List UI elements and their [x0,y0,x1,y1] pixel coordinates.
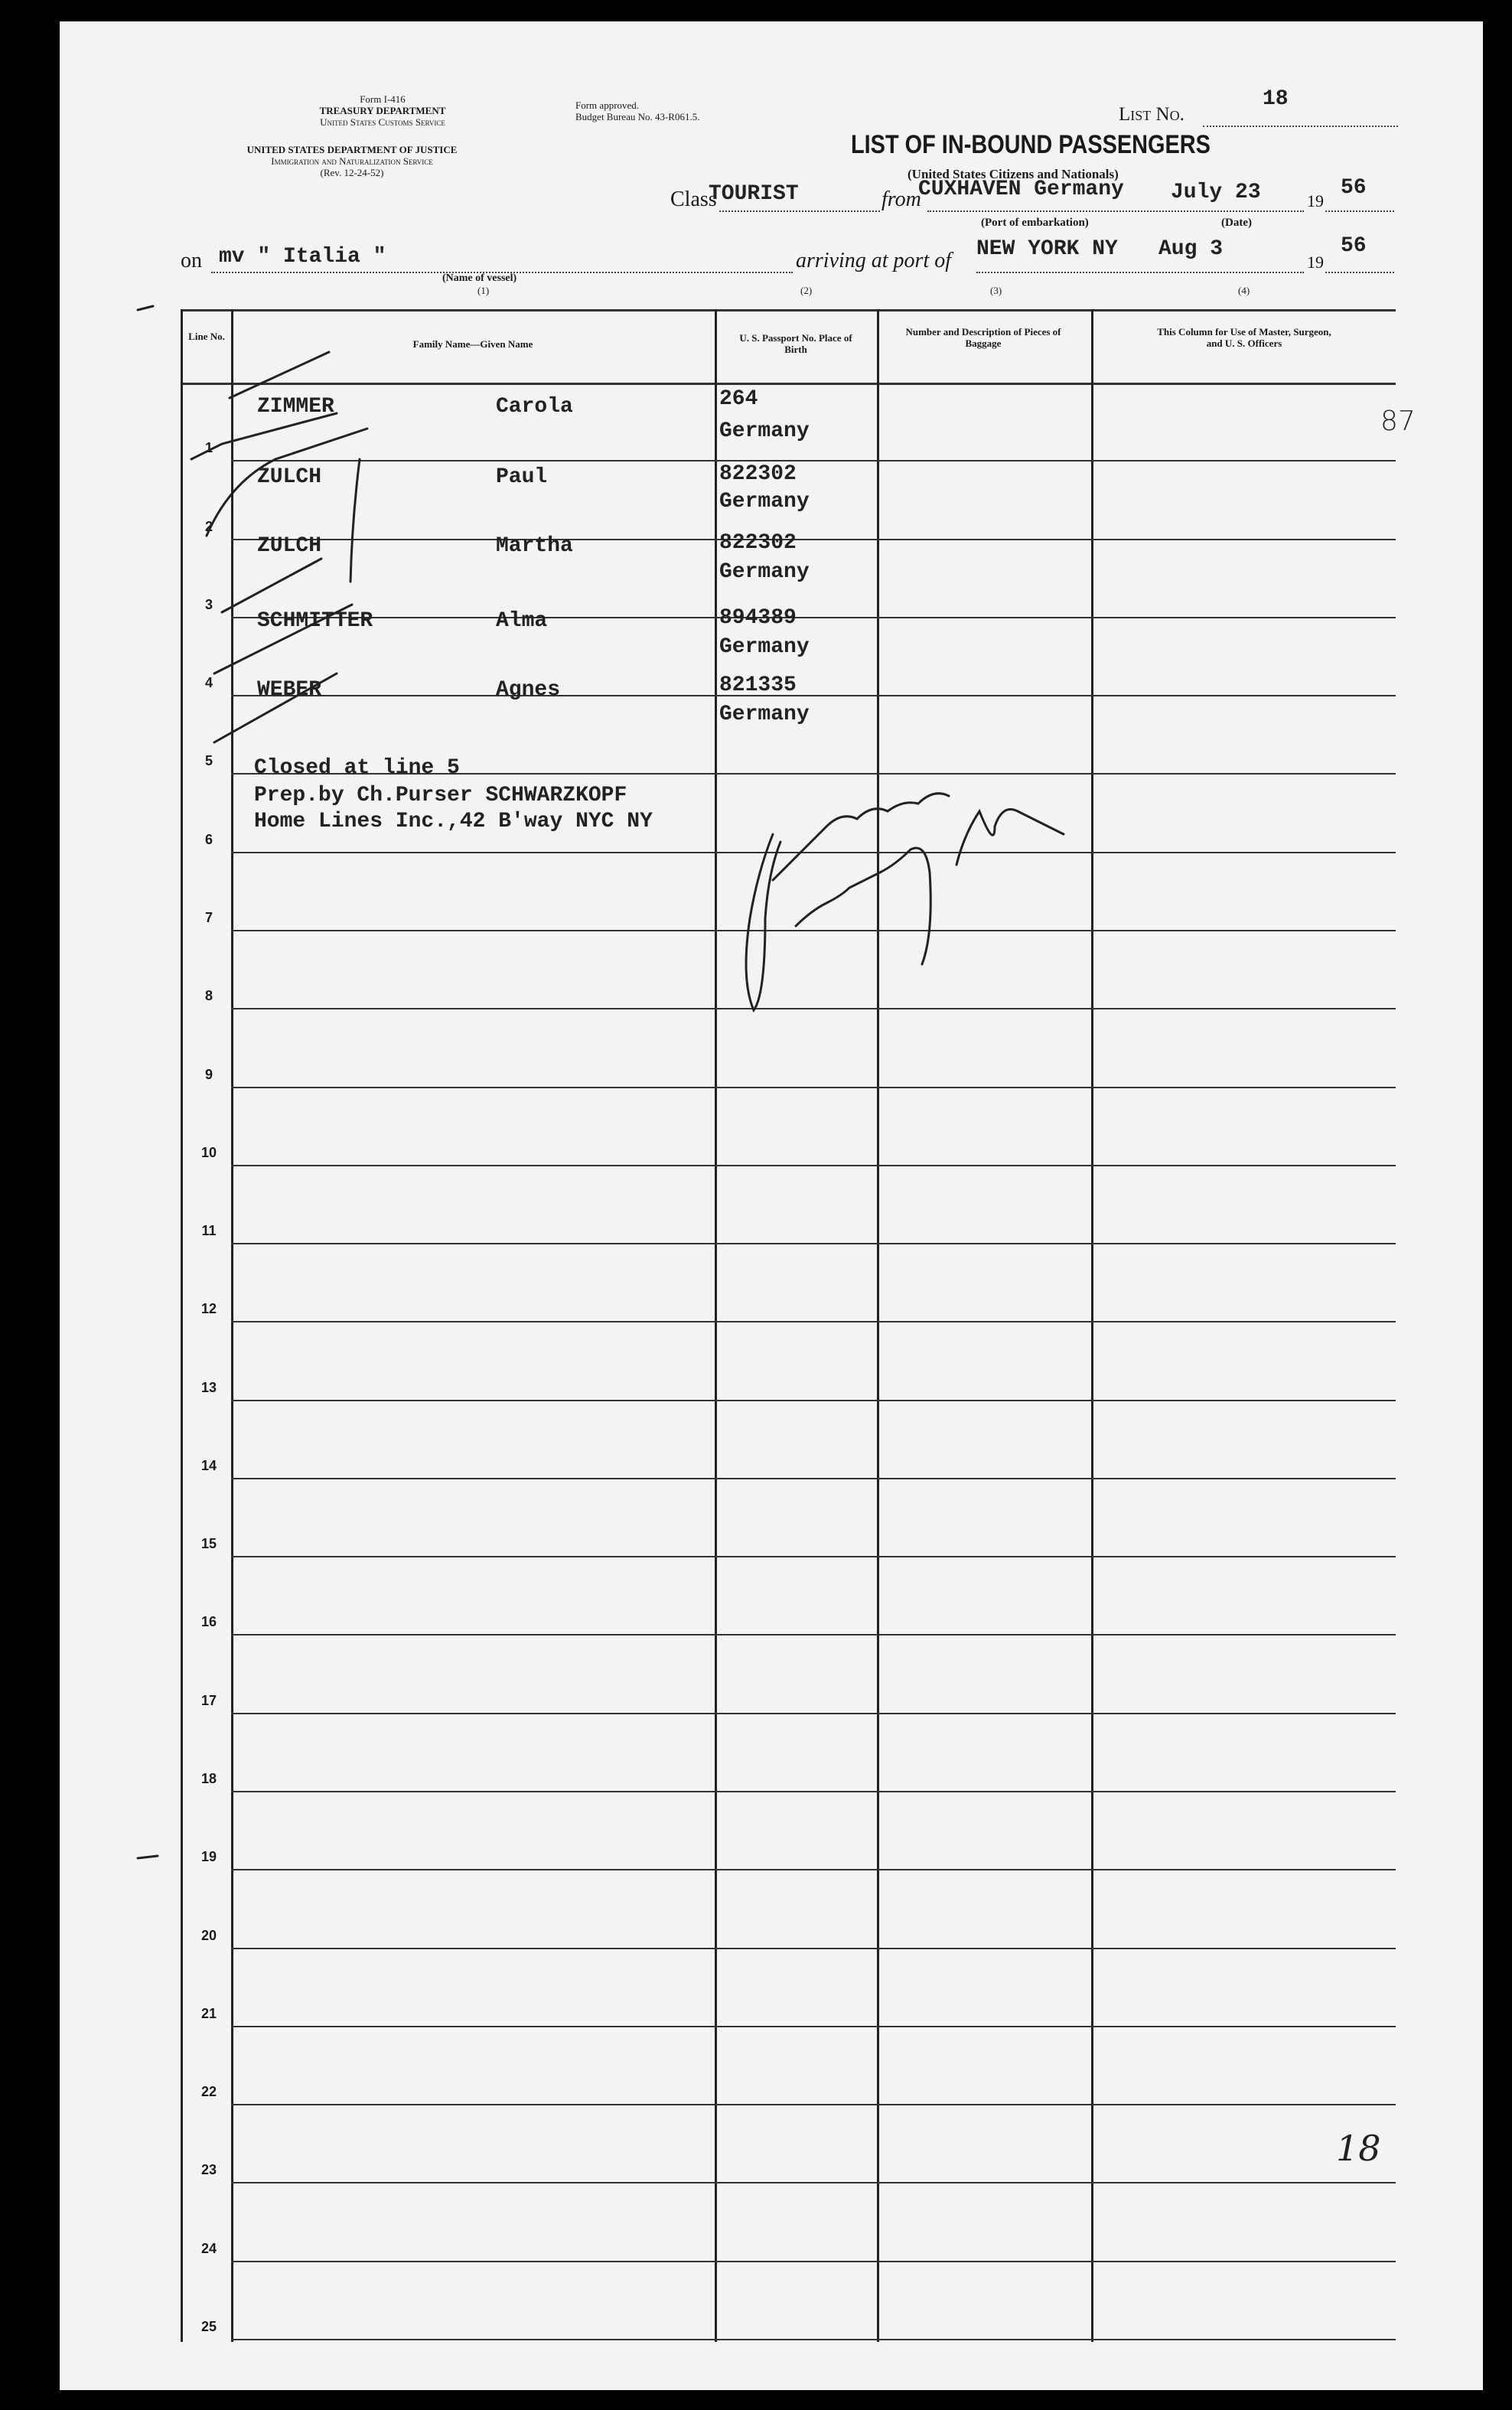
row-number: 25 [200,2319,217,2334]
row-number: 2 [204,518,213,534]
passenger-given-name: Paul [496,465,548,489]
column-header-baggage: Number and Description of Pieces of Baggage [905,326,1061,349]
vessel-name: mv " Italia " [219,245,386,269]
row-number: 9 [204,1066,213,1082]
passenger-family-name: ZIMMER [257,395,334,419]
passenger-birthplace: Germany [719,635,810,659]
row-number: 21 [200,2005,217,2021]
margin-number-bottom: 18 [1336,2128,1381,2169]
arrival-port: NEW YORK NY [976,237,1118,261]
list-no-value: 18 [1263,87,1289,111]
passenger-family-name: ZULCH [257,534,322,558]
passenger-birthplace: Germany [719,419,810,443]
class-value: TOURIST [709,182,799,206]
caption-3: (3) [990,285,1002,296]
passenger-birthplace: Germany [719,490,810,514]
list-no-label: List No. [1119,104,1185,125]
row-number: 18 [200,1771,217,1787]
class-label: Class [670,188,717,211]
budget-bureau: Budget Bureau No. 43-R061.5. [575,111,700,122]
row-number: 15 [200,1536,217,1552]
form-number: Form I-416 [360,93,406,105]
arrival-year: 56 [1341,234,1367,258]
caption-2: (2) [800,285,813,296]
passenger-given-name: Martha [496,534,573,558]
purser-note: Prep.by Ch.Purser SCHWARZKOPF [254,784,627,807]
row-number: 23 [200,2162,217,2178]
passenger-given-name: Carola [496,395,573,419]
department-of-justice: UNITED STATES DEPARTMENT OF JUSTICE [246,144,458,155]
company-note: Home Lines Inc.,42 B'way NYC NY [254,810,653,833]
port-caption: (Port of embarkation) [981,217,1089,229]
row-number: 19 [200,1849,217,1865]
margin-number-right: 87 [1380,406,1416,437]
passenger-given-name: Alma [496,609,548,633]
passenger-family-name: WEBER [257,678,322,702]
arriving-label: arriving at port of [796,249,952,272]
row-number: 3 [204,596,213,612]
closing-note: Closed at line 5 [254,756,460,780]
row-number: 13 [200,1379,217,1395]
arrival-date: Aug 3 [1158,237,1224,261]
row-number: 12 [200,1301,217,1317]
embarkation-port: CUXHAVEN Germany [918,178,1124,201]
embarkation-year: 56 [1341,176,1367,200]
passenger-passport: 822302 [719,531,797,555]
embarkation-date: July 23 [1171,181,1261,204]
treasury-department: TREASURY DEPARTMENT [319,105,446,116]
passenger-family-name: SCHMITTER [257,609,373,633]
year-prefix-1: 19 [1307,191,1324,210]
row-number: 24 [200,2240,217,2256]
year-prefix-2: 19 [1307,253,1324,272]
passenger-family-name: ZULCH [257,465,322,489]
on-label: on [181,249,202,272]
row-number: 7 [204,909,213,925]
row-number: 10 [200,1144,217,1160]
column-header-name: Family Name—Given Name [412,338,533,350]
passenger-birthplace: Germany [719,703,810,726]
row-number: 4 [204,675,213,691]
column-header-line-no: Line No. [188,331,225,342]
column-header-passport: U. S. Passport No. Place of Birth [739,332,852,355]
row-number: 5 [204,753,213,769]
revision-label: (Rev. 12-24-52) [320,167,384,178]
column-header-officers: This Column for Use of Master, Surgeon, and U. S. Officers [1157,326,1331,349]
row-number: 16 [200,1614,217,1630]
form-approved: Form approved. [575,99,640,111]
row-number: 6 [204,831,213,847]
customs-service: United States Customs Service [320,116,445,128]
row-number: 20 [200,1927,217,1943]
passenger-given-name: Agnes [496,678,561,702]
passenger-passport: 821335 [719,673,797,697]
passenger-birthplace: Germany [719,560,810,584]
caption-1: (1) [477,285,490,296]
passenger-passport: 264 [719,387,758,411]
document-subtitle: (United States Citizens and Nationals) [908,167,1119,181]
ins-label: Immigration and Naturalization Service [271,155,433,167]
document-title: LIST OF IN-BOUND PASSENGERS [851,130,1211,159]
row-number: 17 [200,1692,217,1708]
row-number: 8 [204,988,213,1004]
date-caption: (Date) [1221,217,1252,229]
vessel-caption: (Name of vessel) [442,272,517,284]
passenger-passport: 822302 [719,462,797,486]
row-number: 11 [201,1223,217,1239]
passenger-passport: 894389 [719,606,797,630]
row-number: 1 [204,440,213,456]
row-number: 14 [200,1457,217,1473]
from-label: from [881,188,921,211]
caption-4: (4) [1238,285,1250,296]
row-number: 22 [200,2084,217,2100]
